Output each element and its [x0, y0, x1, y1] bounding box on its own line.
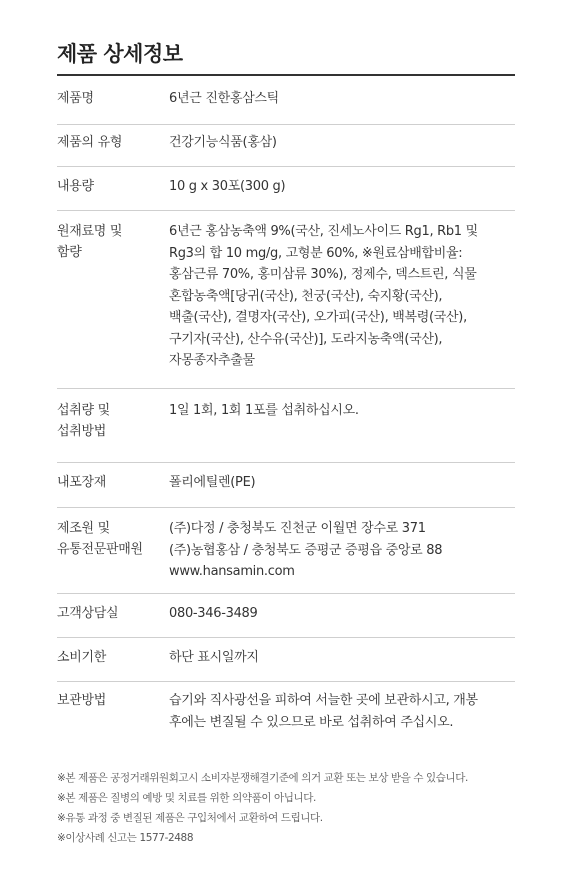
- table-row-ingredients: [57, 210, 515, 389]
- row-value: 하단 표시일까지: [169, 650, 259, 665]
- table-row-packaging: [57, 462, 515, 508]
- row-label: 보관방법: [57, 693, 107, 708]
- table-row-product-type: [57, 124, 515, 167]
- row-label: 제품의 유형: [57, 135, 123, 150]
- table-row-storage: [57, 681, 515, 748]
- table-row-customer-service: [57, 593, 515, 638]
- row-label: 내용량: [57, 179, 94, 194]
- table-row-expiry: [57, 637, 515, 682]
- row-label: 내포장재: [57, 475, 107, 490]
- footnote: ※본 제품은 공정거래위원회고시 소비자분쟁해결기준에 의거 교환 또는 보상 받을 수 있습니다.: [57, 772, 468, 784]
- row-value: 폴리에틸렌(PE): [169, 475, 256, 490]
- row-label: 제조원 및 유통전문판매원: [57, 521, 143, 557]
- row-value: 6년근 진한홍삼스틱: [169, 91, 279, 106]
- table-row-content-amount: [57, 166, 515, 211]
- row-value: 080-346-3489: [169, 606, 258, 621]
- row-label: 고객상담실: [57, 606, 119, 621]
- row-label: 섭취량 및 섭취방법: [57, 403, 110, 439]
- footnote: ※유통 과정 중 변질된 제품은 구입처에서 교환하여 드립니다.: [57, 812, 323, 824]
- row-label: 소비기한: [57, 650, 107, 665]
- row-label: 제품명: [57, 91, 94, 106]
- row-value: 건강기능식품(홍삼): [169, 135, 277, 150]
- row-value: 습기와 직사광선을 피하여 서늘한 곳에 보관하시고, 개봉 후에는 변질될 수 있으므로 바로 섭취하여 주십시오.: [169, 693, 478, 730]
- footnote: ※이상사례 신고는 1577-2488: [57, 832, 194, 844]
- table-row-intake: [57, 388, 515, 463]
- table-row-manufacturer: [57, 507, 515, 594]
- row-label: 원재료명 및 함량: [57, 224, 123, 260]
- row-value: 10 g x 30포(300 g): [169, 179, 286, 194]
- page-title: 제품 상세정보: [57, 42, 183, 66]
- table-row-product-name: [57, 74, 515, 126]
- footnotes: [57, 768, 527, 848]
- row-value: 6년근 홍삼농축액 9%(국산, 진세노사이드 Rg1, Rb1 및 Rg3의 합 10 mg/g, 고형분 60%, ※원료삼배합비율: 홍삼근류 70%, 홍미삼류 30%), 정제수, 덱스트린, 식물 혼합농축액[당귀(국산), 천궁(국산), 숙지황(국산), 백출(국산), 결명자(국산), 오가피(국산), 백복령(국산), 구기자(국산), 산수유(국산)], 도라지농축액(국산), 자몽종자추출물: [169, 224, 478, 368]
- row-value: 1일 1회, 1회 1포를 섭취하십시오.: [169, 403, 359, 418]
- row-value: (주)다정 / 충청북도 진천군 이월면 장수로 371 (주)농협홍삼 / 충청북도 증평군 증평읍 중앙로 88 www.hansamin.com: [169, 521, 443, 579]
- footnote: ※본 제품은 질병의 예방 및 치료를 위한 의약품이 아닙니다.: [57, 792, 316, 804]
